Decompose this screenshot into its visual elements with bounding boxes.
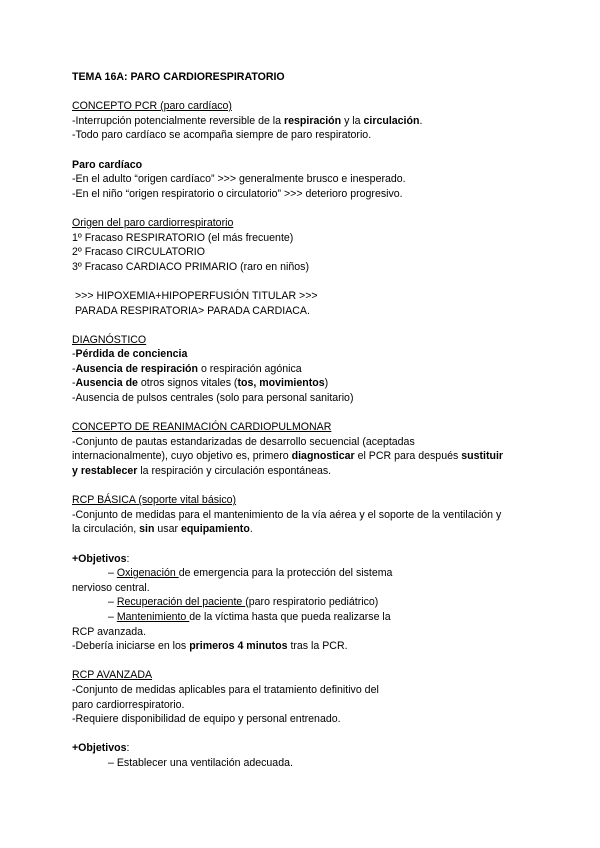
concepto-line-1: -Interrupción potencialmente reversible de la respiración y la circulación. [72, 114, 423, 127]
paro-line-2: -En el niño “origen respiratorio o circulatorio” >>> deterioro progresivo. [72, 187, 403, 200]
section-heading-concepto-pcr: CONCEPTO PCR (paro cardíaco) [72, 100, 232, 113]
section-heading-paro-cardiaco: Paro cardíaco [72, 158, 143, 171]
rcp-concepto-line-2: internacionalmente), cuyo objetivo es, primero diagnosticar el PCR para después sustituir [72, 450, 504, 463]
flow-line-1: >>> HIPOXEMIA+HIPOPERFUSIÓN TITULAR >>> [72, 289, 318, 302]
objetivo-item-oxigenacion-cont: nervioso central. [72, 581, 150, 594]
section-heading-diagnostico: DIAGNÓSTICO [72, 333, 147, 346]
rcp-basica-line-1: -Conjunto de medidas para el mantenimiento de la vía aérea y el soporte de la ventilación y [72, 508, 502, 521]
objetivo-item-oxigenacion: – Oxigenación de emergencia para la protección del sistema [108, 567, 393, 580]
objetivos-heading-2: +Objetivos: [72, 742, 130, 755]
diagnostico-line-3: -Ausencia de otros signos vitales (tos, movimientos) [72, 377, 329, 390]
section-heading-origen: Origen del paro cardiorrespiratorio [72, 216, 234, 229]
flow-line-2: PARADA RESPIRATORIA> PARADA CARDIACA. [72, 304, 310, 317]
origen-line-2: 2º Fracaso CIRCULATORIO [72, 246, 205, 259]
inicio-rcp-line: -Debería iniciarse en los primeros 4 minutos tras la PCR. [72, 640, 348, 653]
objetivo-item-ventilacion: – Establecer una ventilación adecuada. [108, 756, 293, 769]
document-page [72, 70, 542, 771]
objetivos-heading-1: +Objetivos: [72, 552, 130, 565]
rcp-concepto-line-1: -Conjunto de pautas estandarizadas de desarrollo secuencial (aceptadas [72, 435, 415, 448]
diagnostico-line-1: -Pérdida de conciencia [72, 348, 188, 361]
rcp-avanzada-line-3: -Requiere disponibilidad de equipo y personal entrenado. [72, 713, 341, 726]
document-title: TEMA 16A: PARO CARDIORESPIRATORIO [72, 71, 285, 83]
rcp-concepto-line-3: y restablecer la respiración y circulación espontáneas. [72, 465, 332, 478]
rcp-basica-line-2: la circulación, sin usar equipamiento. [72, 523, 253, 536]
origen-line-3: 3º Fracaso CARDIACO PRIMARIO (raro en niños) [72, 260, 309, 273]
objetivo-item-mantenimiento-cont: RCP avanzada. [72, 625, 147, 638]
diagnostico-line-2: -Ausencia de respiración o respiración agónica [72, 362, 302, 375]
section-heading-rcp-avanzada: RCP AVANZADA [72, 669, 153, 682]
section-heading-concepto-rcp: CONCEPTO DE REANIMACIÓN CARDIOPULMONAR [72, 421, 332, 434]
rcp-avanzada-line-2: paro cardiorrespiratorio. [72, 698, 185, 711]
rcp-avanzada-line-1: -Conjunto de medidas aplicables para el tratamiento definitivo del [72, 683, 379, 696]
section-heading-rcp-basica: RCP BÁSICA (soporte vital básico) [72, 494, 237, 507]
paro-line-1: -En el adulto “origen cardíaco” >>> generalmente brusco e inesperado. [72, 173, 406, 186]
objetivo-item-mantenimiento: – Mantenimiento de la víctima hasta que pueda realizarse la [108, 610, 391, 623]
concepto-line-2: -Todo paro cardíaco se acompaña siempre de paro respiratorio. [72, 129, 372, 142]
objetivo-item-recuperacion: – Recuperación del paciente (paro respiratorio pediátrico) [108, 596, 379, 609]
origen-line-1: 1º Fracaso RESPIRATORIO (el más frecuente) [72, 231, 294, 244]
diagnostico-line-4: -Ausencia de pulsos centrales (solo para personal sanitario) [72, 392, 354, 405]
